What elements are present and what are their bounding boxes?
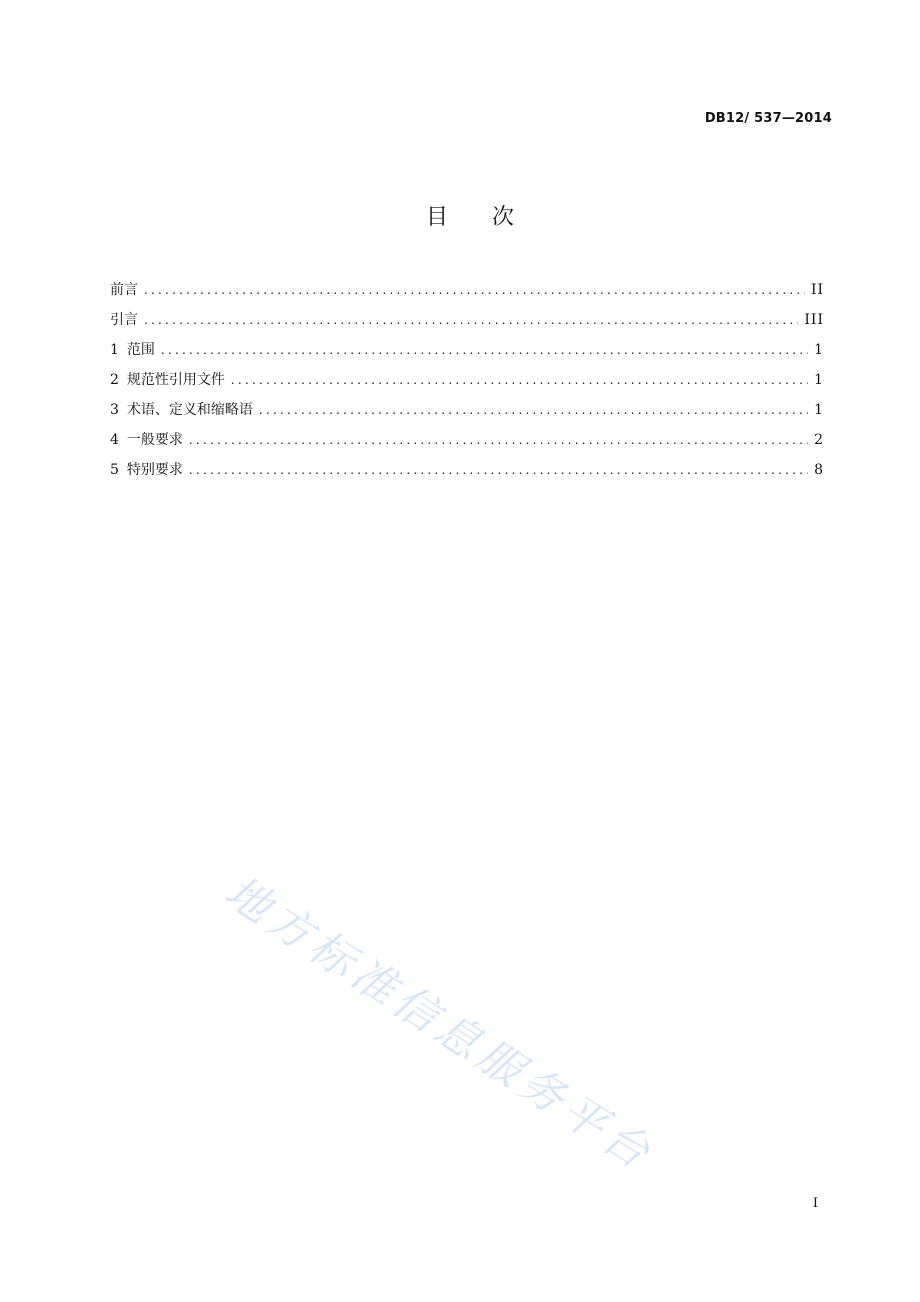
toc-item-label: 4 一般要求 bbox=[110, 432, 183, 448]
toc-item-foreword[interactable] bbox=[110, 280, 824, 310]
toc-leader-dots bbox=[231, 370, 808, 390]
toc-item-label: 3 术语、定义和缩略语 bbox=[110, 402, 253, 418]
toc-item-label: 前言 bbox=[110, 282, 138, 298]
toc-item-page: 2 bbox=[814, 432, 824, 448]
toc-item-page: 8 bbox=[814, 462, 824, 478]
toc-item-introduction[interactable] bbox=[110, 310, 824, 340]
toc-item-number: 4 bbox=[110, 432, 119, 448]
toc-item-number: 5 bbox=[110, 462, 119, 478]
toc-item-page: II bbox=[810, 282, 824, 298]
toc-item-page: 1 bbox=[814, 402, 824, 418]
document-code: DB12/ 537—2014 bbox=[704, 111, 832, 126]
toc-title-part1: 目 bbox=[425, 205, 448, 230]
toc-item-number: 2 bbox=[110, 372, 119, 388]
toc-item-page: 1 bbox=[814, 372, 824, 388]
toc-item-number: 3 bbox=[110, 402, 119, 418]
toc-item-number: 1 bbox=[110, 342, 119, 358]
toc-title bbox=[0, 200, 920, 231]
toc-item-scope[interactable] bbox=[110, 340, 824, 370]
toc-item-terms-definitions[interactable] bbox=[110, 400, 824, 430]
toc-leader-dots bbox=[259, 400, 808, 420]
toc-item-label: 1 范围 bbox=[110, 342, 155, 358]
toc-leader-dots bbox=[144, 310, 798, 330]
toc-title-part2: 次 bbox=[492, 205, 515, 230]
toc-item-normative-references[interactable] bbox=[110, 370, 824, 400]
toc-leader-dots bbox=[144, 280, 805, 300]
toc-item-label: 2 规范性引用文件 bbox=[110, 372, 225, 388]
watermark: 地方标准信息服务平台 bbox=[215, 866, 663, 1182]
toc-item-page: III bbox=[804, 312, 824, 328]
toc-item-label: 引言 bbox=[110, 312, 138, 328]
toc-leader-dots bbox=[189, 430, 808, 450]
page-number: I bbox=[812, 1196, 818, 1211]
toc-list bbox=[110, 280, 824, 490]
toc-item-special-requirements[interactable] bbox=[110, 460, 824, 490]
toc-leader-dots bbox=[189, 460, 808, 480]
toc-item-general-requirements[interactable] bbox=[110, 430, 824, 460]
toc-item-label: 5 特别要求 bbox=[110, 462, 183, 478]
toc-leader-dots bbox=[161, 340, 808, 360]
toc-item-page: 1 bbox=[814, 342, 824, 358]
